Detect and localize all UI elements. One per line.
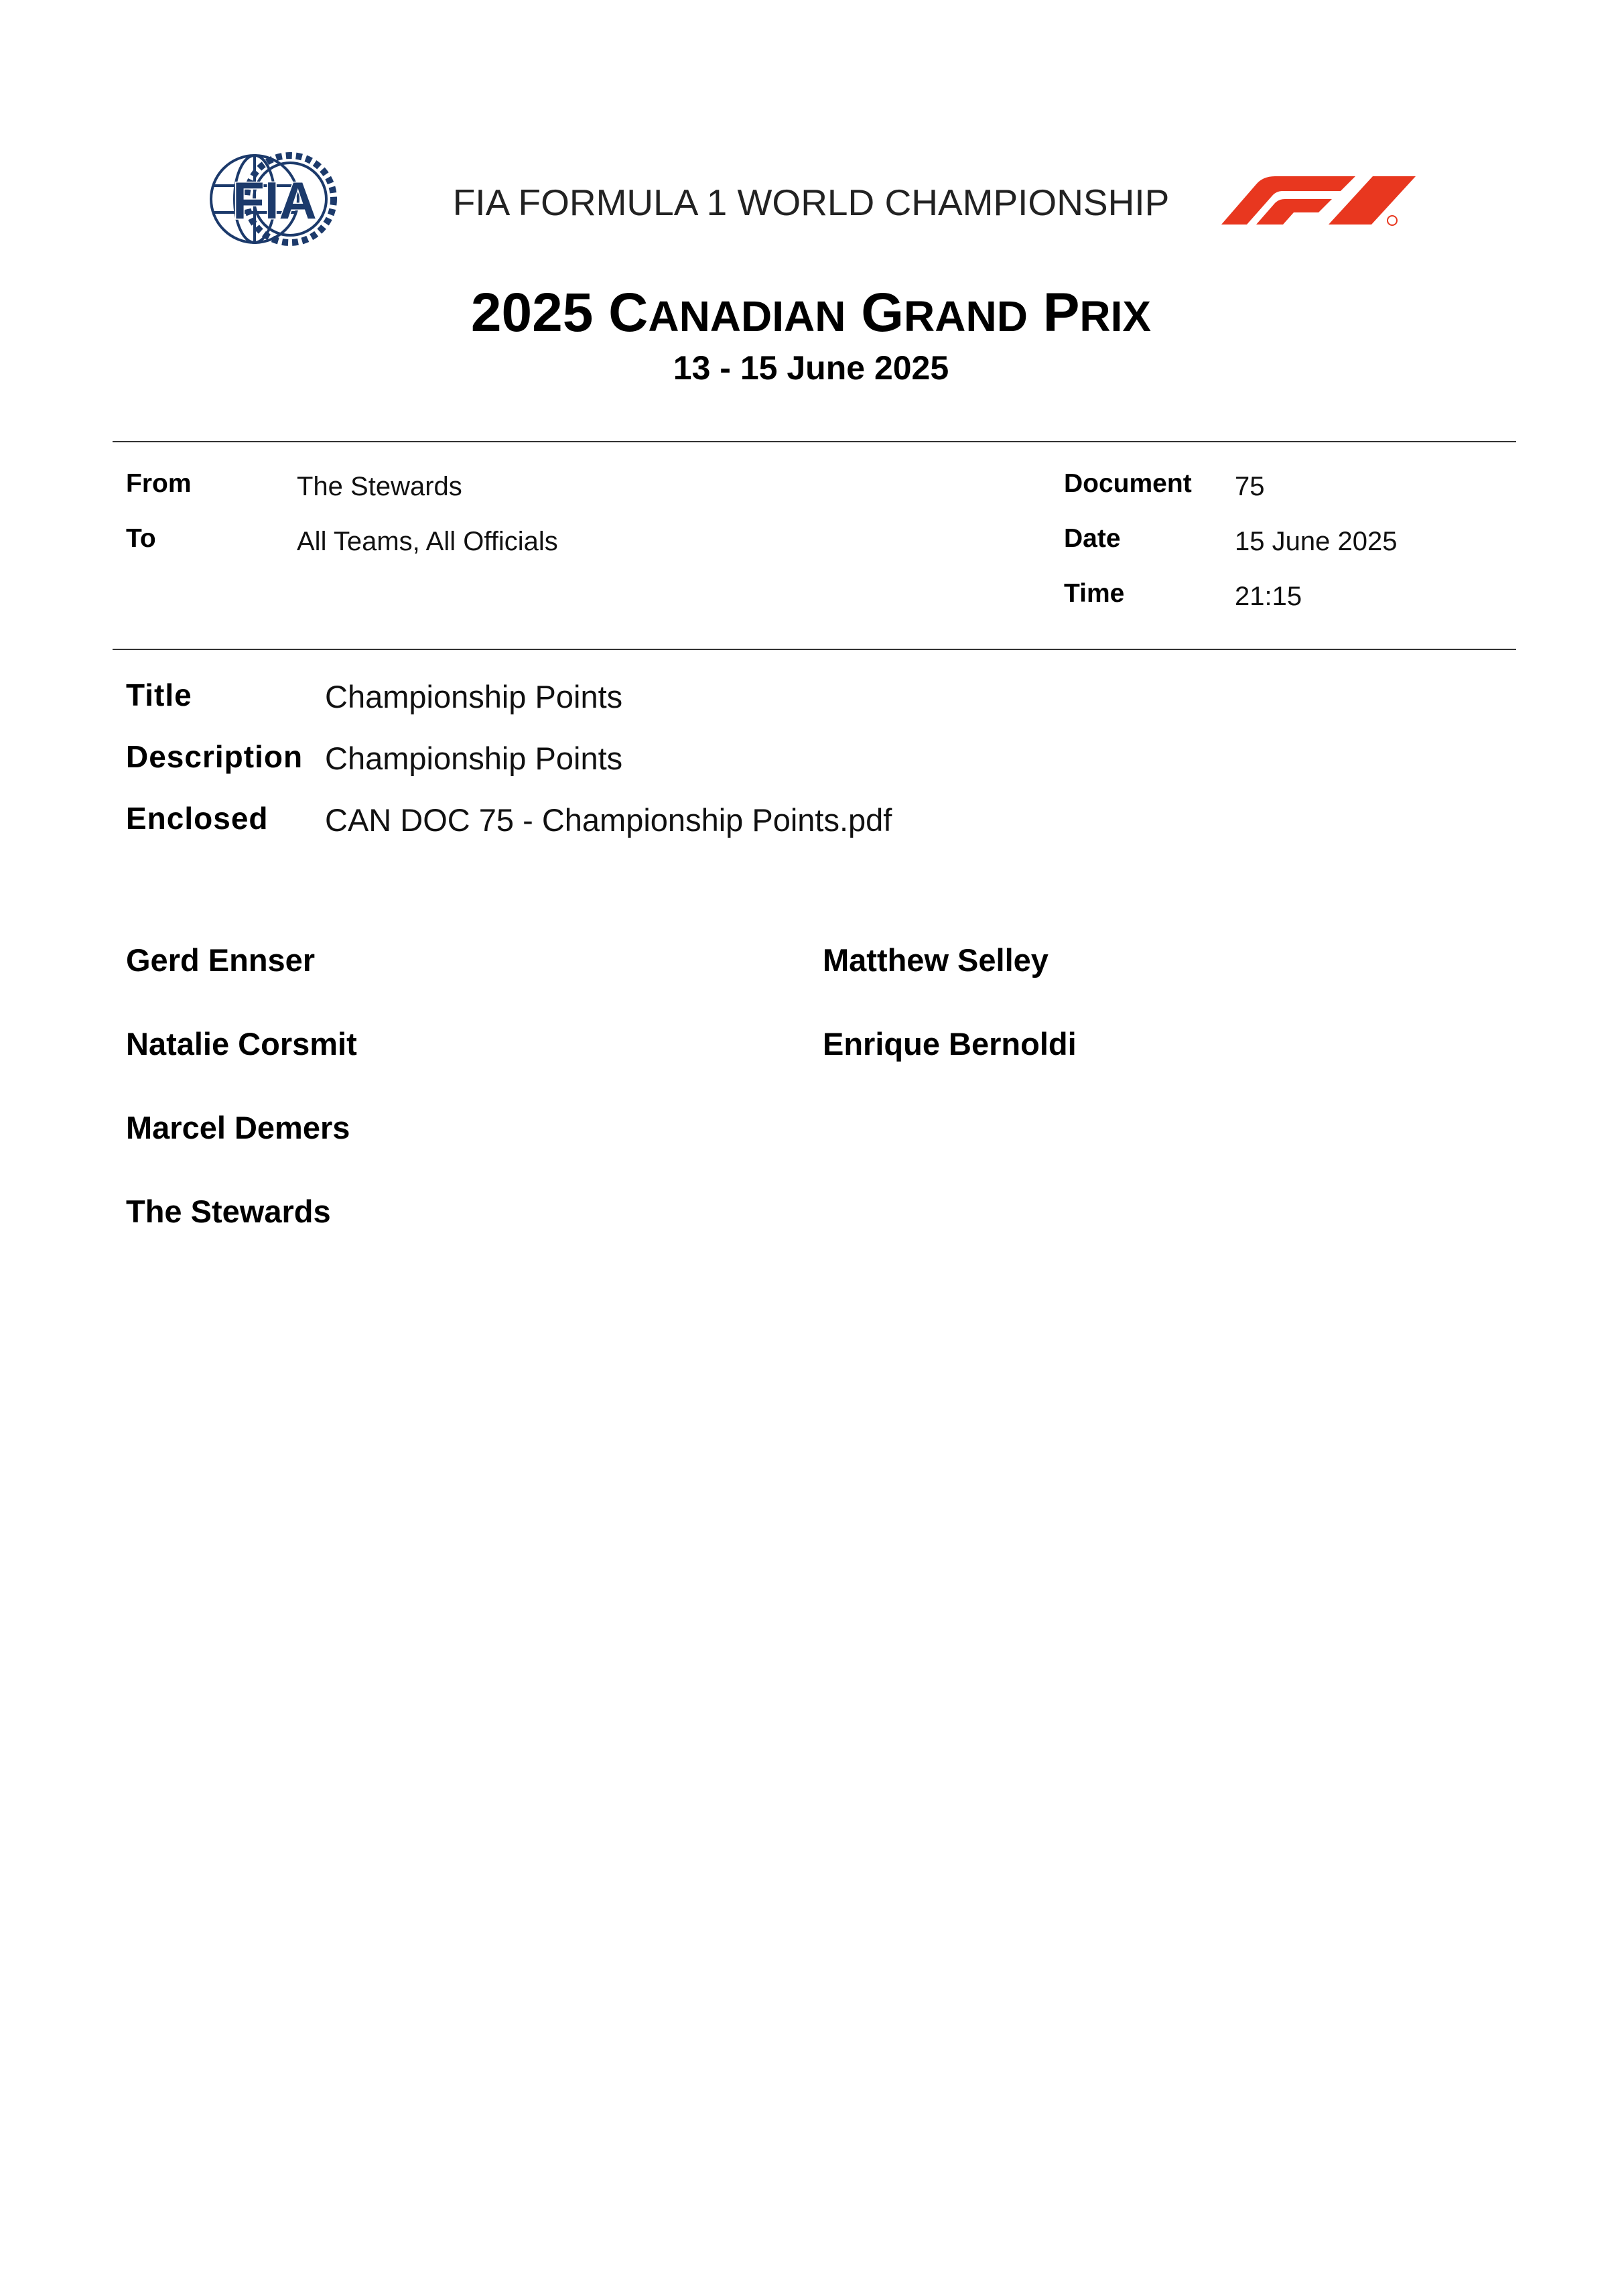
divider-bottom — [113, 649, 1516, 650]
signatory-left-3: Marcel Demers — [126, 1110, 350, 1145]
description-value: Championship Points — [325, 741, 623, 776]
title-value: Championship Points — [325, 679, 623, 714]
from-value: The Stewards — [297, 472, 462, 501]
championship-heading: FIA FORMULA 1 WORLD CHAMPIONSHIP — [452, 182, 1170, 223]
to-value: All Teams, All Officials — [297, 527, 558, 556]
document-value: 75 — [1235, 472, 1265, 501]
time-value: 21:15 — [1235, 582, 1302, 611]
signatory-left-4: The Stewards — [126, 1194, 331, 1229]
to-label: To — [126, 524, 156, 553]
description-label: Description — [126, 739, 303, 774]
date-value: 15 June 2025 — [1235, 527, 1398, 556]
event-title-year: 2025 — [470, 282, 594, 343]
time-label: Time — [1064, 579, 1125, 608]
date-label: Date — [1064, 524, 1121, 553]
signatory-right-1: Matthew Selley — [823, 942, 1049, 978]
signatory-left-1: Gerd Ennser — [126, 942, 316, 978]
from-label: From — [126, 469, 192, 498]
event-dates: 13 - 15 June 2025 — [673, 349, 949, 387]
enclosed-value[interactable]: CAN DOC 75 - Championship Points.pdf — [325, 802, 892, 838]
signatory-right-2: Enrique Bernoldi — [823, 1026, 1077, 1062]
event-title — [0, 281, 1622, 344]
event-title-word-1: CANADIAN — [608, 282, 846, 343]
enclosed-label: Enclosed — [126, 801, 269, 836]
title-label: Title — [126, 678, 192, 712]
event-title-word-3: PRIX — [1042, 282, 1152, 343]
signatory-left-2: Natalie Corsmit — [126, 1026, 357, 1062]
f1-logo — [1221, 171, 1422, 228]
document-label: Document — [1064, 469, 1192, 498]
svg-text:FIA: FIA — [232, 171, 317, 230]
event-title-word-2: GRAND — [861, 282, 1028, 343]
divider-top — [113, 441, 1516, 442]
